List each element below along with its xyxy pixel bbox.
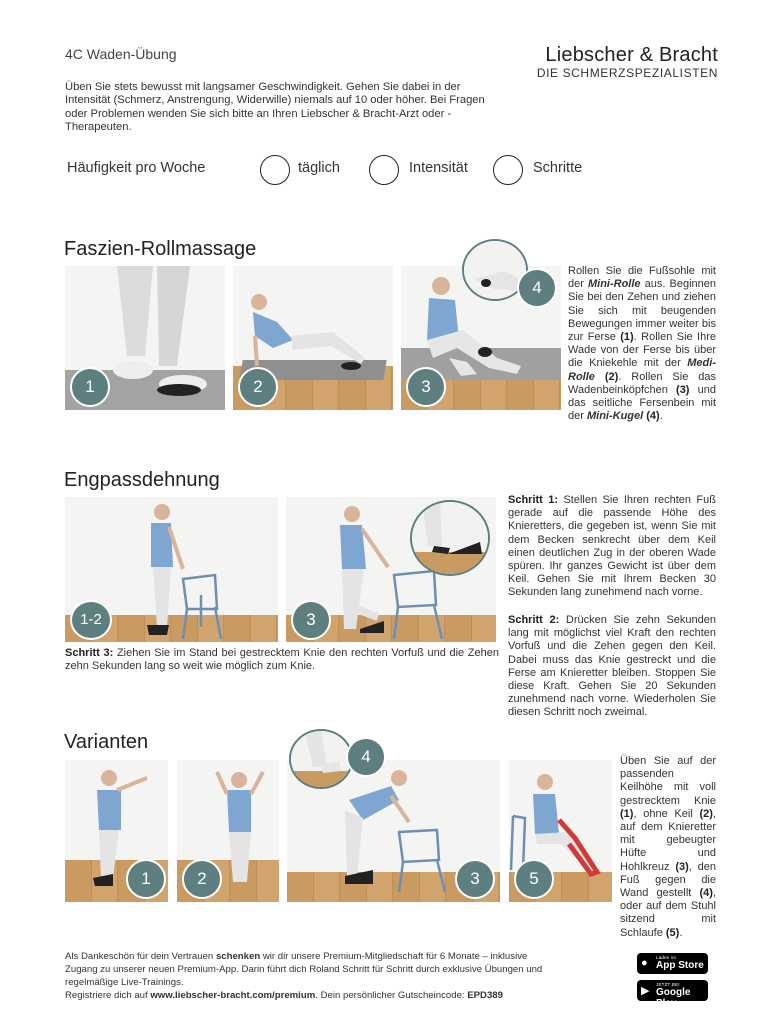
variant-badge-1: 1 [126,859,166,899]
voucher-code: EPD389 [467,990,503,1001]
frequency-checkbox-intensity[interactable] [369,155,399,185]
section-heading-stretch: Engpassdehnung [64,469,220,491]
brand-logo [537,44,718,80]
brand-name: Liebscher & Bracht [545,44,718,66]
play-icon: ▶ [641,985,650,997]
variant-inset-4 [289,729,353,789]
step-badge-4: 4 [517,268,557,308]
app-store-badge[interactable]: ● Laden im App Store [637,953,708,974]
stretch-step3-text: Schritt 3: Ziehen Sie im Stand bei gestrecktem Knie den rechten Vorfuß und die Zehen zehn Sekunden lang so weit wie möglich zum Knie. [65,647,499,673]
stretch-step1-text: Schritt 1: Stellen Sie Ihren rechten Fuß gerade auf die passende Höhe des Knieretters, die gegeben ist, wenn Sie mit dem Becken senkrecht über dem Keil einen deutlichen Zug in der oberen Wade spüren. Ihr ganzes Gewicht ist über dem Keil. Gehen Sie mit Ihrem Becken 30 Sekunden lang zunehmend nach vorne. [508,494,716,599]
variant-badge-2: 2 [182,859,222,899]
fascia-instructions: Rollen Sie die Fußsohle mit der Mini-Rolle aus. Beginnen Sie bei den Zehen und ziehen Sie sich mit beugenden Bewegungen immer weiter bis zur Ferse (1). Rollen Sie Ihre Wade von der Ferse bis über die Kniekehle mit der Medi-Rolle (2). Rollen Sie das Wadenbeinköpfchen (3) und das seitliche Fersenbein mit der Mini-Kugel (4). [568,265,717,423]
intro-text: Üben Sie stets bewusst mit langsamer Geschwindigkeit. Gehen Sie dabei in der Intensität (Schmerz, Anstrengung, Widerwille) niemals auf 10 oder höher. Bei Fragen oder Problemen wenden Sie sich bitte an Ihren Liebscher & Bracht-Arzt oder -Therapeuten. [65,81,485,134]
variants-instructions: Üben Sie auf der passenden Keilhöhe mit voll gestrecktem Knie (1), ohne Keil (2), auf dem Knieretter mit gebeugter Hüfte und Hohlkreuz (3), den Fuß gegen die Wand gestellt (4), oder auf dem Stuhl sitzend mit Schlaufe (5). [620,755,716,939]
document-title: 4C Waden-Übung [65,46,177,62]
frequency-option-intensity: Intensität [409,160,468,176]
frequency-option-steps: Schritte [533,160,583,176]
step-badge-1-2: 1-2 [70,600,112,640]
section-heading-variants: Varianten [64,731,149,753]
stretch-step2-text: Schritt 2: Drücken Sie zehn Sekunden lang mit möglichst viel Kraft den rechten Vorfuß und die Zehen gegen den Keil. Dabei muss das Knie gestreckt und die Ferse am Knieretter bleiben. Stoppen Sie diese Kraft. Gehen Sie 20 Sekunden zunehmend nach vorne. Wiederholen Sie diesen Schritt noch zweimal. [508,614,716,719]
inset-photo-wedge [410,500,490,576]
brand-tagline: DIE SCHMERZSPEZIALISTEN [536,66,718,80]
frequency-label: Häufigkeit pro Woche [67,160,206,176]
step-badge-2: 2 [238,367,278,407]
step-badge-1: 1 [70,367,110,407]
variant-badge-5: 5 [514,859,554,899]
frequency-option-daily: täglich [298,160,340,176]
premium-offer-text: Als Dankeschön für dein Vertrauen schenken wir dir unsere Premium-Mitgliedschaft für 6 Monate – inklusive Zugang zu unserer neuen Premium-App. Darin führt dich Roland Schritt für Schritt durch exklusive Übungen und regelmäßige Live-Trainings. Registriere dich auf www.liebscher-bracht.com/premium. Dein persönlicher Gutscheincode: EPD389 [65,951,543,1001]
variant-badge-3: 3 [455,859,495,899]
section-heading-fascia: Faszien-Rollmassage [64,238,257,260]
premium-link[interactable]: www.liebscher-bracht.com/premium [150,990,316,1001]
apple-icon: ● [641,957,648,969]
step-badge-stretch-3: 3 [291,600,331,640]
frequency-checkbox-daily[interactable] [260,155,290,185]
variant-badge-4: 4 [346,737,386,777]
frequency-checkbox-steps[interactable] [493,155,523,185]
step-badge-3: 3 [406,367,446,407]
google-play-badge[interactable]: ▶ JETZT BEI Google Play [637,980,708,1001]
